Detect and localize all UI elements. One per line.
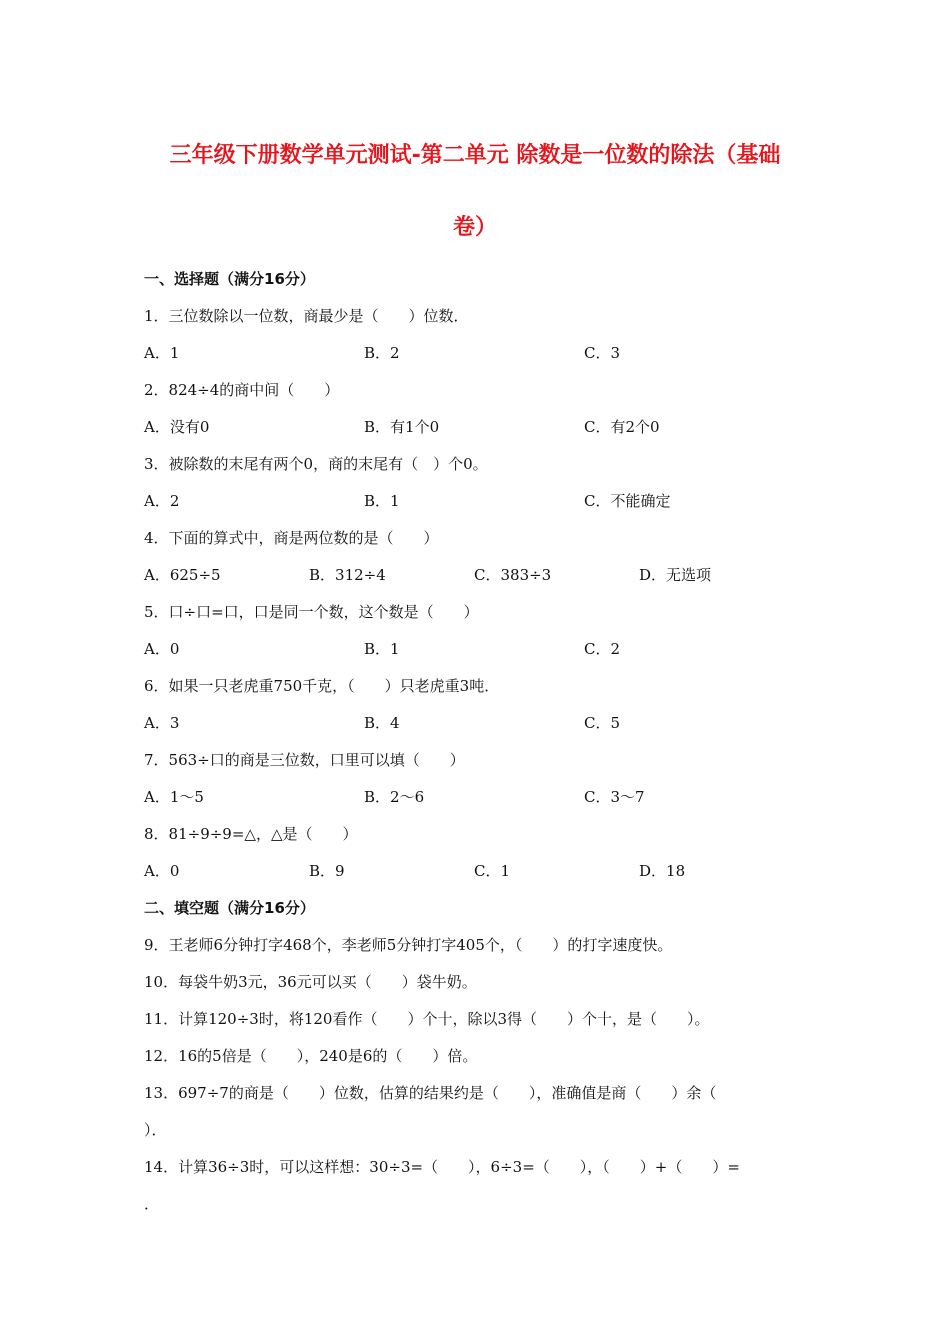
document-title-line2: 卷） <box>452 215 497 240</box>
question-6: 6．如果一只老虎重750千克，（ ）只老虎重3吨． <box>144 677 500 695</box>
q6-option-c: C．5 <box>584 714 621 732</box>
question-11: 11．计算120÷3时，将120看作（ ）个十，除以3得（ ）个十，是（ ）。 <box>144 1010 710 1028</box>
question-1: 1．三位数除以一位数，商最少是（ ）位数． <box>144 307 469 325</box>
document-title-line1: 三年级下册数学单元测试-第二单元 除数是一位数的除法（基础 <box>169 143 781 168</box>
q1-option-c: C．3 <box>584 344 621 362</box>
section-heading-fill-in: 二、填空题（满分16分） <box>144 899 315 917</box>
question-13-line1: 13．697÷7的商是（ ）位数，估算的结果约是（ ），准确值是商（ ）余（ <box>144 1084 717 1102</box>
question-8: 8．81÷9÷9=△，△是（ ） <box>144 825 358 843</box>
q3-option-a: A．2 <box>144 492 180 510</box>
q4-option-c: C．383÷3 <box>474 566 552 584</box>
question-9: 9．王老师6分钟打字468个，李老师5分钟打字405个，（ ）的打字速度快。 <box>144 936 673 954</box>
q1-option-a: A．1 <box>144 344 180 362</box>
q5-option-a: A．0 <box>144 640 180 658</box>
question-13-line2: ）． <box>144 1121 167 1139</box>
q8-option-d: D．18 <box>639 862 686 880</box>
question-14-line1: 14．计算36÷3时，可以这样想：30÷3=（ ），6÷3=（ ），（ ）+（ ）= <box>144 1158 740 1176</box>
q8-option-c: C．1 <box>474 862 511 880</box>
q6-option-b: B．4 <box>364 714 400 732</box>
question-5: 5．口÷口=口，口是同一个数，这个数是（ ） <box>144 603 479 621</box>
q7-option-a: A．1～5 <box>144 788 204 806</box>
question-7: 7．563÷口的商是三位数，口里可以填（ ） <box>144 751 465 769</box>
q2-option-a: A．没有0 <box>144 418 210 436</box>
question-4: 4．下面的算式中，商是两位数的是（ ） <box>144 529 439 547</box>
q1-option-b: B．2 <box>364 344 400 362</box>
q5-option-c: C．2 <box>584 640 621 658</box>
q6-option-a: A．3 <box>144 714 180 732</box>
q3-option-b: B．1 <box>364 492 400 510</box>
q4-option-a: A．625÷5 <box>144 566 221 584</box>
section-heading-choice: 一、选择题（满分16分） <box>144 270 315 288</box>
q8-option-b: B．9 <box>309 862 345 880</box>
q2-option-b: B．有1个0 <box>364 418 440 436</box>
q7-option-c: C．3～7 <box>584 788 645 806</box>
q3-option-c: C．不能确定 <box>584 492 671 510</box>
q4-option-d: D．无选项 <box>639 566 712 584</box>
q4-option-b: B．312÷4 <box>309 566 386 584</box>
q7-option-b: B．2～6 <box>364 788 425 806</box>
question-10: 10．每袋牛奶3元，36元可以买（ ）袋牛奶。 <box>144 973 477 991</box>
question-3: 3．被除数的末尾有两个0，商的末尾有（ ）个0。 <box>144 455 488 473</box>
q8-option-a: A．0 <box>144 862 180 880</box>
question-14-line2: ． <box>144 1195 160 1213</box>
q5-option-b: B．1 <box>364 640 400 658</box>
question-12: 12．16的5倍是（ ），240是6的（ ）倍。 <box>144 1047 478 1065</box>
q2-option-c: C．有2个0 <box>584 418 660 436</box>
question-2: 2．824÷4的商中间（ ） <box>144 381 340 399</box>
